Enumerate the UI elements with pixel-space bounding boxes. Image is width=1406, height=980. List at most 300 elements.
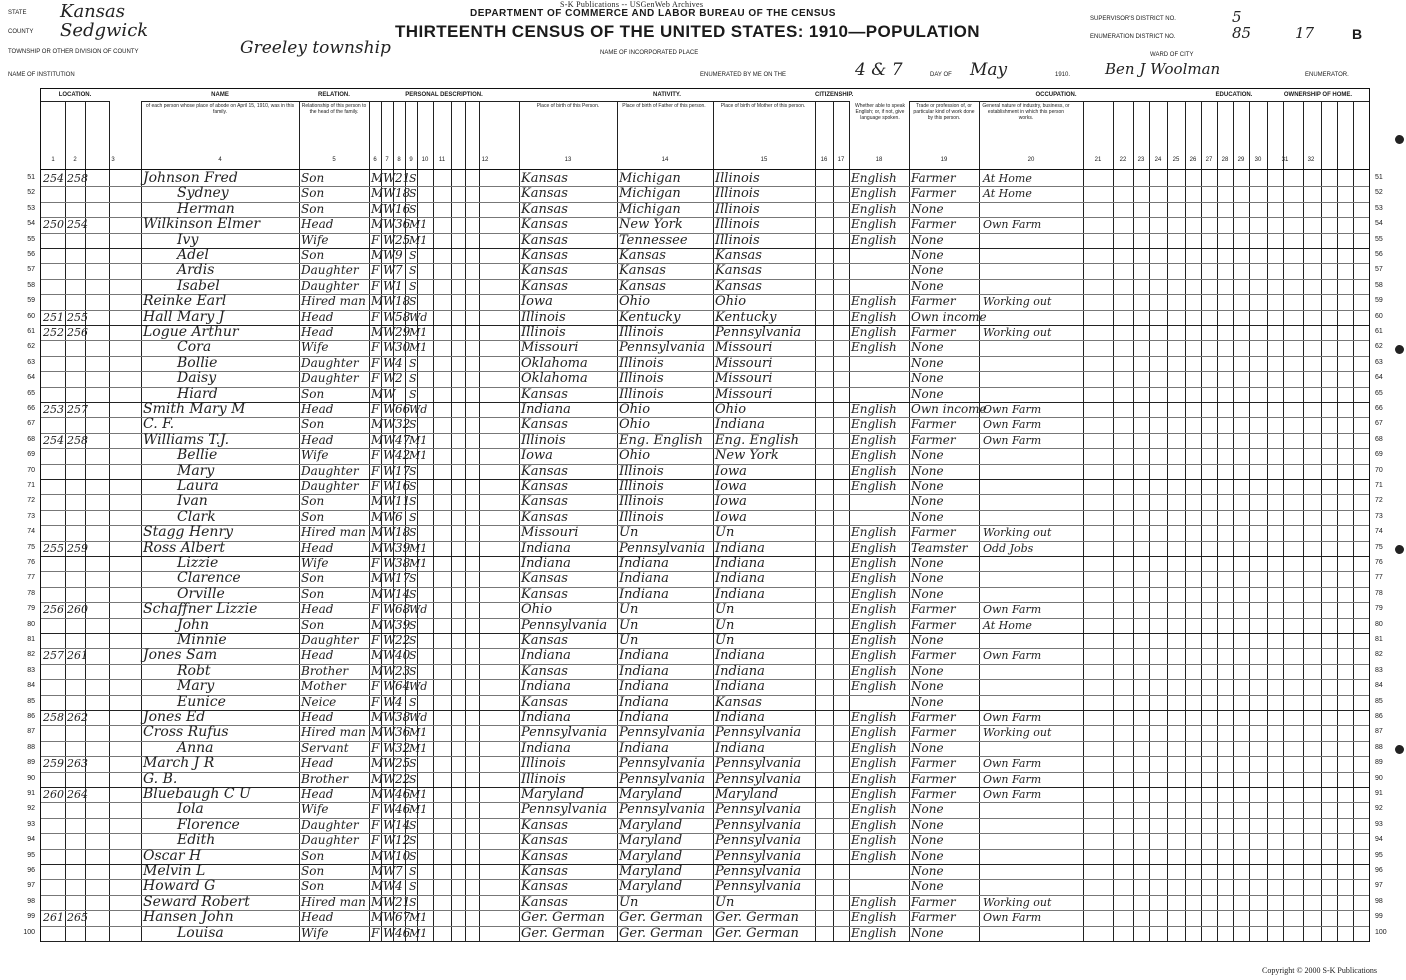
cell-birth: Pennsylvania [521, 617, 608, 633]
cell-relation: Son [301, 879, 325, 894]
cell-family: 254 [67, 218, 88, 232]
cell-relation: Daughter [301, 278, 359, 293]
cell-mother: Pennsylvania [715, 725, 802, 741]
county-label: COUNTY [8, 29, 34, 35]
column-number: 9 [409, 157, 413, 163]
cell-lang: English [851, 432, 897, 447]
cell-mother: Pennsylvania [715, 325, 802, 340]
enumerator-label: ENUMERATOR. [1305, 72, 1349, 78]
cell-sex: M [371, 787, 384, 801]
cell-sex: M [371, 771, 384, 786]
cell-marital: S [409, 279, 417, 293]
line-number: 85 [1375, 697, 1383, 705]
column-number: 13 [564, 157, 572, 163]
column-number: 24 [1154, 157, 1162, 163]
cell-sex: F [371, 278, 380, 293]
cell-lang: English [851, 710, 897, 724]
cell-mother: Indiana [715, 710, 765, 725]
cell-mother: Indiana [715, 571, 765, 587]
line-number: 63 [1375, 358, 1383, 366]
census-table [23, 88, 1387, 942]
cell-marital: S [409, 572, 417, 586]
cell-sex: F [371, 633, 380, 647]
cell-marital: S [409, 849, 417, 863]
cell-race: W [383, 710, 396, 724]
cell-sex: M [371, 386, 384, 401]
cell-lang: English [851, 725, 897, 740]
cell-race: W [383, 201, 396, 216]
cell-name: Hiard [177, 385, 218, 402]
cell-birth: Kansas [521, 263, 568, 279]
cell-relation: Daughter [301, 371, 359, 386]
cell-father: Pennsylvania [619, 340, 706, 356]
cell-race: W [383, 309, 396, 324]
cell-relation: Head [301, 402, 334, 416]
cell-race: W [383, 787, 396, 801]
cell-name: Ross Albert [143, 539, 225, 556]
column-number: 32 [1307, 157, 1315, 163]
cell-father: Maryland [619, 864, 683, 879]
cell-relation: Head [301, 540, 334, 555]
cell-mother: Pennsylvania [715, 802, 802, 818]
cell-marital: M1 [409, 326, 428, 339]
cell-trade: Farmer [911, 417, 956, 432]
cell-lang: English [851, 540, 897, 555]
cell-name: Daisy [177, 370, 217, 387]
line-number: 100 [1375, 928, 1387, 936]
cell-marital: S [409, 695, 417, 709]
cell-trade: Farmer [911, 171, 956, 185]
cell-father: Un [619, 602, 639, 618]
line-number: 62 [27, 343, 35, 351]
cell-father: Illinois [619, 325, 664, 340]
cell-marital: M1 [409, 741, 428, 755]
cell-name: Cora [177, 339, 212, 356]
cell-dwelling: 251 [43, 310, 64, 324]
cell-birth: Kansas [521, 201, 568, 217]
group-location: LOCATION. [41, 89, 109, 102]
cell-industry: Working out [983, 895, 1052, 909]
cell-lang: English [851, 787, 897, 801]
cell-lang: English [851, 479, 897, 493]
line-number: 75 [1375, 543, 1383, 551]
cell-lang: English [851, 186, 897, 201]
cell-name: Ardis [177, 262, 215, 279]
cell-sex: M [371, 325, 384, 339]
cell-family: 259 [67, 541, 88, 555]
cell-name: Adel [177, 247, 209, 263]
cell-name: Logue Arthur [143, 324, 239, 340]
cell-trade: None [911, 371, 944, 386]
line-number: 86 [27, 713, 35, 720]
cell-birth: Illinois [521, 325, 566, 340]
cell-birth: Indiana [521, 402, 571, 417]
cell-race: W [383, 402, 396, 416]
cell-marital: Wd [409, 403, 428, 416]
group-education: EDUCATION. [1201, 89, 1267, 102]
line-number: 96 [27, 867, 35, 874]
line-number: 90 [27, 774, 35, 782]
line-number: 76 [27, 559, 35, 566]
cell-marital: M1 [409, 788, 428, 801]
cell-mother: Indiana [715, 540, 765, 556]
cell-lang: English [851, 756, 897, 771]
cell-race: W [383, 525, 396, 540]
cell-birth: Kansas [521, 217, 568, 233]
township-value: Greeley township [240, 38, 391, 58]
cell-sex: F [371, 232, 380, 247]
cell-family: 265 [67, 911, 88, 925]
line-number: 81 [27, 636, 35, 643]
cell-sex: M [371, 848, 384, 863]
cell-family: 263 [67, 757, 88, 771]
cell-mother: Pennsylvania [715, 817, 802, 833]
cell-trade: None [911, 556, 944, 570]
cell-relation: Head [301, 787, 334, 801]
cell-birth: Kansas [521, 894, 568, 910]
cell-sex: M [371, 248, 384, 262]
cell-trade: None [911, 448, 944, 463]
cell-marital: S [409, 387, 417, 401]
cell-birth: Indiana [521, 740, 571, 756]
line-number: 71 [27, 482, 35, 489]
cell-marital: M1 [409, 341, 428, 355]
cell-birth: Kansas [521, 586, 568, 602]
cell-race: W [383, 586, 396, 601]
cell-age: 21 [395, 171, 411, 185]
cell-age: 7 [395, 864, 403, 878]
cell-relation: Head [301, 602, 334, 617]
cell-birth: Kansas [521, 694, 568, 710]
cell-race: W [383, 617, 396, 632]
column-rule [1321, 101, 1322, 941]
cell-age: 38 [395, 710, 411, 724]
cell-mother: Missouri [715, 355, 773, 371]
line-number: 82 [1375, 651, 1383, 659]
cell-name: Ivy [177, 231, 199, 248]
cell-age: 30 [395, 340, 411, 355]
cell-trade: None [911, 509, 944, 524]
line-number: 60 [1375, 312, 1383, 320]
cell-trade: None [911, 355, 944, 370]
line-number: 76 [1375, 559, 1383, 566]
cell-father: Indiana [619, 648, 669, 664]
cell-father: Illinois [619, 463, 664, 479]
column-number: 10 [421, 157, 429, 163]
cell-lang: English [851, 217, 897, 232]
cell-mother: Pennsylvania [715, 833, 802, 849]
header-birth-person: Place of birth of this Person. [536, 103, 600, 109]
line-number: 80 [1375, 620, 1383, 628]
cell-name: Clarence [177, 570, 241, 587]
cell-age: 14 [395, 817, 411, 832]
column-rule [1083, 101, 1084, 941]
cell-relation: Wife [301, 340, 329, 355]
line-number: 56 [27, 251, 35, 258]
cell-father: Michigan [619, 201, 681, 217]
column-number: 2 [73, 157, 77, 163]
cell-birth: Kansas [521, 633, 568, 648]
line-number: 51 [27, 174, 35, 181]
cell-industry: Odd Jobs [983, 541, 1034, 555]
cell-marital: M1 [409, 926, 428, 940]
cell-industry: Working out [983, 726, 1052, 740]
state-value: Kansas [60, 1, 125, 22]
cell-name: Ivan [177, 493, 208, 510]
line-number: 78 [27, 589, 35, 597]
cell-mother: Pennsylvania [715, 864, 802, 879]
cell-marital: S [409, 895, 417, 909]
cell-relation: Son [301, 509, 325, 524]
cell-relation: Daughter [301, 833, 359, 848]
cell-birth: Kansas [521, 848, 568, 864]
cell-sex: F [371, 371, 380, 386]
cell-dwelling: 252 [43, 326, 64, 339]
line-number: 97 [1375, 882, 1383, 890]
cell-age: 18 [395, 186, 411, 201]
cell-age: 6 [395, 509, 403, 524]
cell-age: 40 [395, 648, 411, 663]
cell-trade: Farmer [911, 648, 956, 663]
enumerator-value: Ben J Woolman [1105, 60, 1221, 78]
cell-lang: English [851, 571, 897, 586]
line-number: 65 [27, 389, 35, 397]
cell-mother: Iowa [715, 479, 747, 494]
line-number: 88 [27, 743, 35, 751]
cell-name: March J R [143, 755, 215, 772]
cell-mother: Ohio [715, 294, 747, 310]
line-number: 99 [27, 913, 35, 921]
cell-trade: None [911, 479, 944, 493]
cell-industry: Own Farm [983, 911, 1042, 925]
cell-father: Illinois [619, 355, 664, 371]
cell-race: W [383, 417, 396, 432]
cell-mother: Indiana [715, 740, 765, 756]
cell-trade: None [911, 679, 944, 694]
cell-race: W [383, 602, 396, 617]
cell-marital: S [409, 880, 417, 894]
cell-birth: Kansas [521, 494, 568, 510]
cell-trade: None [911, 740, 944, 755]
cell-trade: Farmer [911, 325, 956, 339]
line-number: 70 [1375, 466, 1383, 474]
cell-relation: Son [301, 186, 325, 201]
cell-industry: Own Farm [983, 788, 1042, 801]
line-number: 79 [1375, 605, 1383, 613]
line-number: 59 [1375, 297, 1383, 305]
cell-sex: F [371, 602, 380, 617]
cell-birth: Kansas [521, 278, 568, 294]
cell-family: 262 [67, 711, 88, 724]
cell-name: Sydney [177, 185, 229, 202]
cell-birth: Oklahoma [521, 371, 588, 387]
cell-mother: Iowa [715, 463, 747, 479]
cell-relation: Hired man [301, 725, 366, 740]
cell-birth: Kansas [521, 864, 568, 879]
ed-value: 85 [1232, 24, 1252, 42]
cell-age: 32 [395, 740, 411, 755]
cell-lang: English [851, 910, 897, 925]
cell-lang: English [851, 309, 897, 324]
column-number: 11 [438, 157, 446, 163]
cell-birth: Kansas [521, 479, 568, 494]
line-number: 55 [1375, 235, 1383, 243]
cell-relation: Hired man [301, 894, 366, 909]
cell-mother: Indiana [715, 556, 765, 571]
column-rule [1353, 101, 1354, 941]
cell-trade: Farmer [911, 432, 956, 447]
cell-father: Pennsylvania [619, 771, 706, 787]
cell-industry: Working out [983, 295, 1052, 309]
cell-relation: Wife [301, 556, 329, 570]
cell-mother: Pennsylvania [715, 848, 802, 864]
cell-relation: Wife [301, 232, 329, 247]
cell-dwelling: 256 [43, 603, 64, 617]
line-number: 75 [27, 543, 35, 551]
cell-industry: Working out [983, 526, 1052, 540]
cell-trade: None [911, 663, 944, 678]
cell-mother: Kentucky [715, 309, 777, 325]
cell-age: 4 [395, 694, 403, 709]
column-rule [479, 101, 480, 941]
cell-trade: Farmer [911, 771, 956, 786]
ward-label: WARD OF CITY [1150, 52, 1194, 58]
cell-race: W [383, 633, 396, 647]
line-number: 57 [27, 266, 35, 274]
cell-father: Michigan [619, 186, 681, 202]
cell-name: Bluebaugh C U [143, 786, 251, 802]
column-number: 27 [1205, 157, 1213, 163]
cell-birth: Kansas [521, 571, 568, 587]
cell-family: 257 [67, 403, 88, 416]
cell-mother: Eng. English [715, 432, 799, 448]
ed-label: ENUMERATION DISTRICT NO. [1090, 34, 1176, 40]
cell-sex: M [371, 186, 384, 201]
cell-name: Johnson Fred [143, 170, 238, 186]
cell-sex: F [371, 740, 380, 755]
cell-race: W [383, 540, 396, 555]
cell-mother: Un [715, 525, 735, 541]
cell-dwelling: 254 [43, 433, 64, 447]
cell-age: 36 [395, 725, 411, 740]
cell-marital: S [409, 418, 417, 432]
cell-industry: Own Farm [983, 757, 1042, 771]
cell-sex: M [371, 525, 384, 540]
column-rule [815, 101, 816, 941]
cell-relation: Mother [301, 679, 346, 694]
line-number: 98 [1375, 897, 1383, 905]
column-number: 5 [332, 157, 336, 163]
line-number: 57 [1375, 266, 1383, 274]
cell-family: 264 [67, 788, 88, 801]
cell-industry: At Home [983, 187, 1032, 201]
cell-trade: Own income [911, 309, 987, 324]
cell-relation: Head [301, 710, 334, 724]
line-number: 89 [1375, 759, 1383, 767]
cell-sex: F [371, 448, 380, 463]
line-number: 63 [27, 358, 35, 366]
cell-birth: Kansas [521, 833, 568, 849]
column-rule [713, 101, 714, 941]
cell-relation: Hired man [301, 525, 366, 540]
cell-race: W [383, 679, 396, 694]
cell-age: 9 [395, 248, 403, 262]
cell-name: C. F. [143, 416, 175, 433]
cell-race: W [383, 479, 396, 493]
state-label: STATE [8, 10, 27, 16]
cell-mother: Missouri [715, 340, 773, 356]
cell-lang: English [851, 417, 897, 432]
line-number: 58 [1375, 281, 1383, 289]
column-rule [369, 101, 370, 941]
cell-father: Un [619, 617, 639, 633]
cell-father: Maryland [619, 848, 683, 864]
cell-mother: Indiana [715, 648, 765, 664]
cell-marital: S [409, 295, 417, 309]
cell-trade: Farmer [911, 756, 956, 771]
cell-industry: Own Farm [983, 218, 1042, 232]
cell-marital: S [409, 618, 417, 632]
cell-relation: Son [301, 864, 325, 878]
cell-mother: Indiana [715, 663, 765, 679]
cell-industry: Own Farm [983, 403, 1042, 416]
cell-dwelling: 255 [43, 541, 64, 555]
cell-trade: None [911, 386, 944, 401]
cell-age: 18 [395, 294, 411, 309]
cell-sex: F [371, 355, 380, 370]
cell-trade: Farmer [911, 725, 956, 740]
line-number: 84 [27, 682, 35, 690]
cell-lang: English [851, 463, 897, 478]
cell-name: Minnie [177, 632, 227, 648]
cell-industry: Own Farm [983, 418, 1042, 432]
cell-father: Ohio [619, 417, 651, 433]
cell-trade: None [911, 232, 944, 247]
cell-trade: Farmer [911, 710, 956, 724]
cell-sex: M [371, 617, 384, 632]
cell-race: W [383, 371, 396, 386]
binder-hole [1395, 745, 1404, 754]
cell-age: 46 [395, 787, 411, 801]
cell-lang: English [851, 833, 897, 848]
column-rule [1185, 101, 1186, 941]
cell-trade: None [911, 248, 944, 262]
cell-race: W [383, 925, 396, 940]
cell-trade: None [911, 263, 944, 278]
column-number: 23 [1137, 157, 1145, 163]
year-label: 1910. [1055, 72, 1071, 78]
cell-marital: M1 [409, 541, 428, 555]
column-rule [1133, 101, 1134, 941]
line-number: 87 [1375, 728, 1383, 736]
column-rule [465, 101, 466, 941]
line-number: 56 [1375, 251, 1383, 258]
line-number: 81 [1375, 636, 1383, 643]
cell-industry: At Home [983, 618, 1032, 632]
column-number: 16 [820, 157, 828, 163]
cell-lang: English [851, 602, 897, 617]
line-number: 77 [1375, 574, 1383, 582]
cell-birth: Illinois [521, 432, 566, 448]
cell-age: 47 [395, 432, 411, 447]
cell-relation: Wife [301, 448, 329, 463]
column-number: 28 [1221, 157, 1229, 163]
line-number: 70 [27, 466, 35, 474]
cell-sex: M [371, 294, 384, 309]
cell-name: Clark [177, 508, 216, 525]
cell-name: Edith [177, 832, 216, 849]
cell-father: Indiana [619, 710, 669, 725]
